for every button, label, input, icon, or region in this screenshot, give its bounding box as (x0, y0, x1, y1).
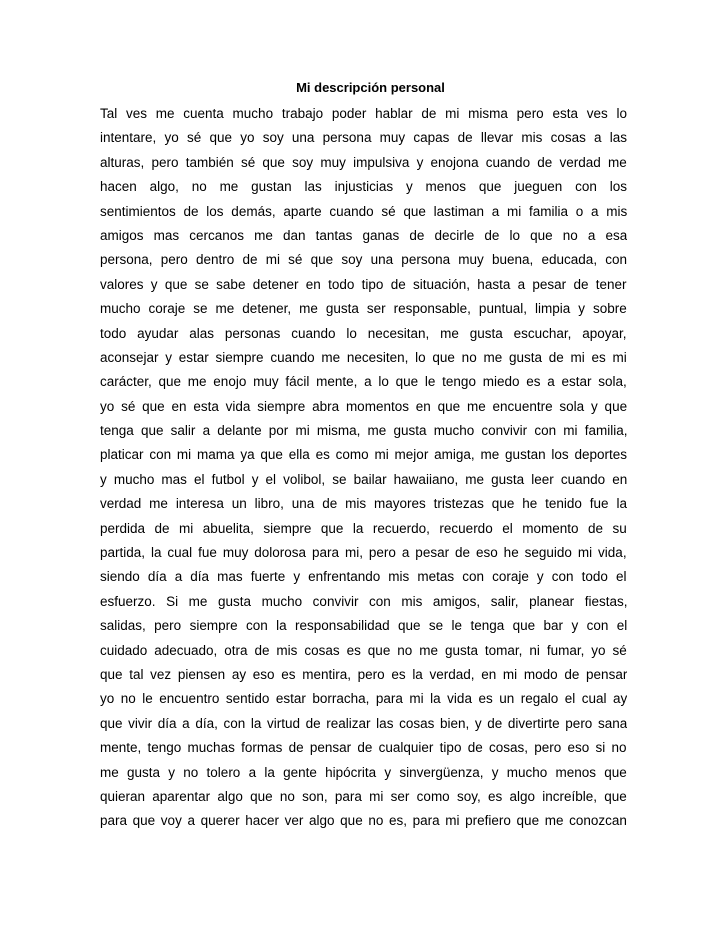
text-line: perdida de mi abuelita, siempre que la recuerdo, recuerdo el momento de su (100, 520, 627, 536)
text-line: esfuerzo. Si me gusta mucho convivir con mis amigos, salir, planear fiestas, (100, 593, 627, 609)
text-line: platicar con mi mama ya que ella es como mi mejor amiga, me gustan los deportes (100, 447, 627, 463)
text-line: que tal vez piensen ay eso es mentira, pero es la verdad, en mi modo de pensar (100, 666, 627, 682)
text-line: aconsejar y estar siempre cuando me necesiten, lo que no me gusta de mi es mi (100, 349, 627, 365)
document-title: Mi descripción personal (296, 80, 445, 95)
text-line: quieran aparentar algo que no son, para mi ser como soy, es algo increíble, que (100, 788, 627, 804)
text-line: carácter, que me enojo muy fácil mente, a lo que le tengo miedo es a estar sola, (100, 374, 627, 390)
document-page (100, 80, 627, 834)
text-line: yo no le encuentro sentido estar borracha, para mi la vida es un regalo el cual ay (100, 691, 627, 707)
text-line: mente, tengo muchas formas de pensar de cualquier tipo de cosas, pero eso si no (100, 740, 627, 756)
text-line: mucho coraje se me detener, me gusta ser responsable, puntual, limpia y sobre (100, 301, 627, 317)
text-line: partida, la cual fue muy dolorosa para mi, pero a pesar de eso he seguido mi vida, (100, 545, 627, 561)
document-body (100, 102, 627, 834)
text-line: todo ayudar alas personas cuando lo necesitan, me gusta escuchar, apoyar, (100, 325, 627, 341)
text-line: que vivir día a día, con la virtud de realizar las cosas bien, y de divertirte pero sana (100, 715, 627, 731)
text-line: intentare, yo sé que yo soy una persona muy capas de llevar mis cosas a las (100, 130, 627, 146)
text-line: verdad me interesa un libro, una de mis mayores tristezas que he tenido fue la (100, 496, 627, 512)
text-line: para que voy a querer hacer ver algo que no es, para mi prefiero que me conozcan (100, 813, 627, 829)
text-line: yo sé que en esta vida siempre abra momentos en que me encuentre sola y que (100, 398, 627, 414)
text-line: amigos mas cercanos me dan tantas ganas de decirle de lo que no a esa (100, 227, 627, 243)
text-line: tenga que salir a delante por mi misma, me gusta mucho convivir con mi familia, (100, 423, 627, 439)
text-line: y mucho mas el futbol y el volibol, se bailar hawaiiano, me gusta leer cuando en (100, 471, 627, 487)
text-line: persona, pero dentro de mi sé que soy una persona muy buena, educada, con (100, 252, 627, 268)
text-line: hacen algo, no me gustan las injusticias y menos que jueguen con los (100, 179, 627, 195)
text-line: Tal ves me cuenta mucho trabajo poder hablar de mi misma pero esta ves lo (100, 106, 627, 121)
text-line: me gusta y no tolero a la gente hipócrita y sinvergüenza, y mucho menos que (100, 764, 627, 780)
text-line: cuidado adecuado, otra de mis cosas es que no me gusta tomar, ni fumar, yo sé (100, 642, 627, 658)
text-line: salidas, pero siempre con la responsabilidad que se le tenga que bar y con el (100, 618, 627, 634)
text-line: sentimientos de los demás, aparte cuando sé que lastiman a mi familia o a mis (100, 203, 627, 219)
text-line: siendo día a día mas fuerte y enfrentando mis metas con coraje y con todo el (100, 569, 627, 585)
text-line: valores y que se sabe detener en todo tipo de situación, hasta a pesar de tener (100, 276, 627, 292)
text-line: alturas, pero también sé que soy muy impulsiva y enojona cuando de verdad me (100, 154, 627, 170)
